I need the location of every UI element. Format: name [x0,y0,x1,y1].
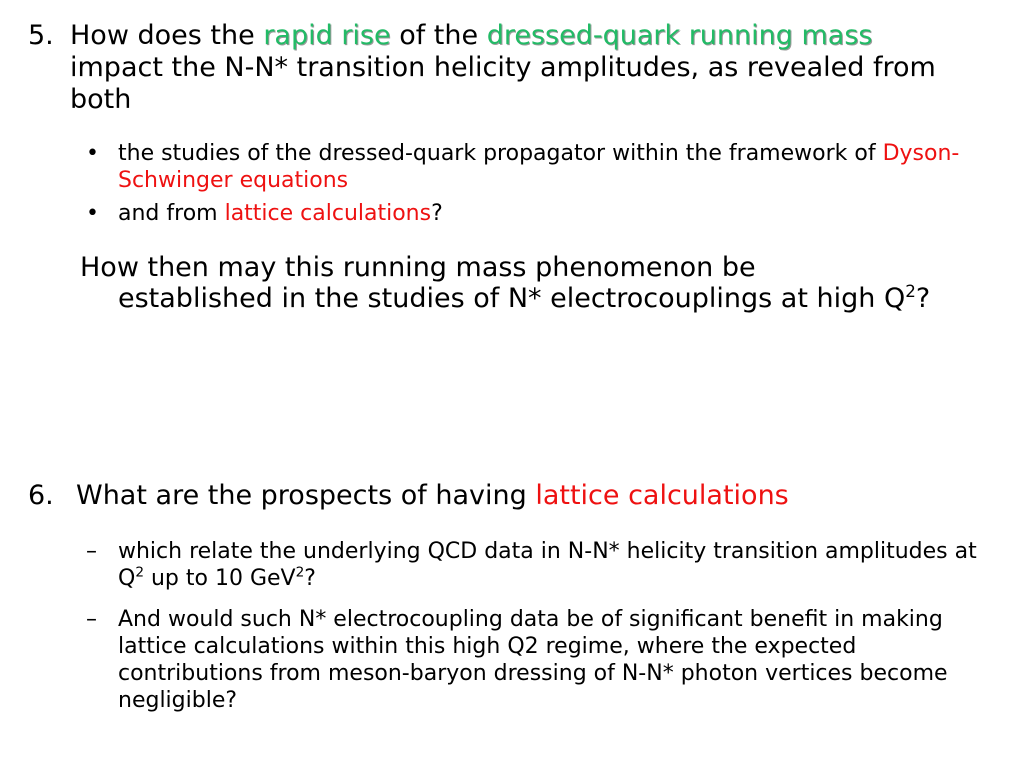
question-5-bullets [0,140,1000,227]
bullet-text [118,200,978,227]
question-6-number: 6. [28,480,54,511]
bullet-marker: • [86,201,99,226]
bullet-text [118,140,978,194]
list-item [0,200,1000,227]
bullet-text-part: which relate the underlying QCD data in N-N* helicity transition amplitudes at Q [118,539,977,591]
highlight-lattice-calculations: lattice calculations [224,201,432,226]
question-5-followup [80,252,980,314]
question-6-bullets [0,538,1000,714]
question-6-heading [28,480,968,512]
bullet-text: And would such N* electrocoupling data be of significant benefit in making lattice calculations within this high Q2 regime, where the expected contributions from meson-baryon dressing of N-N* photon vertices become negligible? [118,607,948,713]
followup-rest-text: established in the studies of N* electrocouplings at high Q [118,283,906,314]
highlight-lattice-calculations: lattice calculations [535,480,789,511]
bullet-text-part: the studies of the dressed-quark propagator within the framework of [118,141,883,166]
bullet-text-part: up to 10 GeV [144,566,296,591]
list-item [0,538,1000,592]
list-item [0,606,1000,714]
q5-text-part2: of the [390,20,487,51]
highlight-rapid-rise: rapid rise [263,20,391,51]
q6-text-part1: What are the prospects of having [76,480,536,511]
superscript: 2 [135,564,144,581]
q5-text-part1: How does the [70,20,264,51]
question-6-text [76,480,968,512]
bullet-text [118,538,978,592]
highlight-dressed-quark-running-mass: dressed-quark running mass [486,20,873,51]
dash-marker: – [86,539,97,564]
q5-text-part3: impact the N-N* transition helicity amplitudes, as revealed from both [70,52,936,115]
bullet-text-end: ? [304,566,316,591]
dash-marker: – [86,607,97,632]
bullet-text-end: ? [431,201,443,226]
question-5-number: 5. [28,20,54,51]
followup-first-line: How then may this running mass phenomenon be [80,252,756,283]
bullet-text-part: and from [118,201,225,226]
followup-rest [118,283,980,314]
list-item [0,140,1000,194]
question-5-text [70,20,968,116]
superscript: 2 [295,564,305,581]
followup-end: ? [915,283,931,314]
bullet-marker: • [86,141,99,166]
question-5-heading [28,20,968,116]
superscript: 2 [905,281,916,301]
highlight-dyson-schwinger: Dyson-Schwinger equations [118,141,960,193]
